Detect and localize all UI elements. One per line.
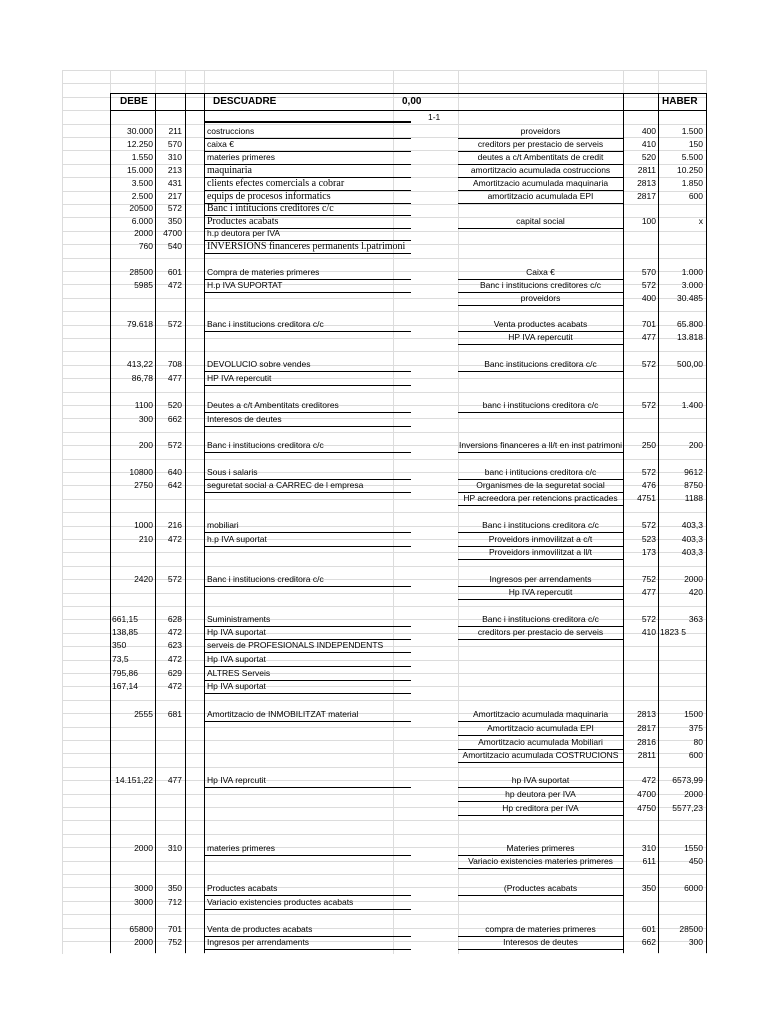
grid-row-line	[62, 820, 706, 821]
credit-account-name: Proveidors inmovilitzat a c/t	[488, 534, 593, 544]
credit-account-name: Amortitzacio acumulada EPI	[487, 723, 594, 733]
row-underline	[458, 895, 623, 896]
entry-separator	[204, 121, 411, 123]
row-underline	[204, 693, 411, 694]
debit-amount: 1100	[134, 400, 153, 410]
grid-row-line	[62, 700, 706, 701]
debit-amount: 73,5	[112, 654, 129, 664]
column-border	[110, 93, 111, 953]
debit-account-code: 211	[168, 126, 182, 136]
grid-row-line	[62, 459, 706, 460]
debit-amount: 413,22	[127, 359, 153, 369]
credit-account-code: 350	[641, 883, 656, 893]
row-underline	[458, 639, 623, 640]
credit-amount: 6000	[684, 883, 703, 893]
credit-account-code: 752	[641, 574, 656, 584]
credit-account-code: 2817	[637, 191, 656, 201]
debit-account-name: INVERSIONS financeres permanents l.patrimoni	[207, 241, 406, 252]
debit-account-code: 350	[167, 883, 182, 893]
debit-amount: 3000	[134, 883, 153, 893]
row-underline	[458, 505, 623, 506]
credit-account-name: Amortitzacio acumulada COSTRUCIONS	[462, 750, 619, 760]
debit-account-code: 628	[167, 614, 182, 624]
debit-account-code: 629	[167, 668, 182, 678]
debit-account-name: Productes acabats	[207, 883, 278, 893]
credit-account-name: banc i institucions creditora c/c	[482, 400, 599, 410]
debit-account-name: HP IVA repercutit	[207, 373, 272, 383]
row-underline	[204, 412, 411, 413]
debit-account-code: 540	[167, 241, 182, 251]
credit-amount: 600	[688, 191, 703, 201]
debit-amount: 2750	[134, 480, 153, 490]
row-underline	[458, 228, 623, 229]
debit-account-name: clients efectes comercials a cobrar	[207, 178, 345, 189]
credit-account-name: amortitzacio acumulada costruccions	[470, 165, 611, 175]
row-underline	[204, 426, 411, 427]
credit-account-code: 2813	[637, 709, 656, 719]
credit-account-code: 310	[641, 843, 656, 853]
debit-amount: 10800	[129, 467, 153, 477]
credit-account-name: Banc i institucions creditora c/c	[482, 520, 599, 530]
row-underline	[204, 855, 411, 856]
credit-account-name: Banc i institucions creditora c/c	[482, 614, 599, 624]
debit-amount: 28500	[129, 267, 153, 277]
debit-account-name: Banc i institucions creditora c/c	[207, 574, 324, 584]
debit-account-code: 472	[167, 627, 182, 637]
credit-amount: 363	[688, 614, 703, 624]
row-underline	[458, 868, 623, 869]
credit-amount: 6573,99	[672, 775, 703, 785]
grid-row-line	[62, 83, 706, 84]
debit-amount: 79.618	[127, 319, 153, 329]
debit-account-code: 217	[167, 191, 182, 201]
credit-account-name: Hp creditora per IVA	[502, 803, 579, 813]
debit-amount: 12.250	[127, 139, 153, 149]
debit-account-name: Sous i salaris	[207, 467, 258, 477]
debit-amount: 2000	[134, 937, 153, 947]
debit-amount: 795,86	[112, 668, 138, 678]
debit-amount: 661,15	[112, 614, 138, 624]
row-underline	[458, 559, 623, 560]
row-underline	[204, 532, 411, 533]
credit-account-name: Hp IVA repercutit	[508, 587, 573, 597]
credit-account-name: Ingresos per arrendaments	[489, 574, 592, 584]
debit-amount: 200	[138, 440, 153, 450]
credit-account-name: Banc i institucions creditores c/c	[480, 280, 601, 290]
credit-amount: 1188	[684, 493, 703, 503]
credit-amount: 2000	[684, 789, 703, 799]
grid-row-line	[62, 874, 706, 875]
debit-account-name: mobiliari	[207, 520, 239, 530]
debit-amount: 65800	[129, 924, 153, 934]
debit-account-name: Hp IVA suportat	[207, 681, 266, 691]
credit-account-code: 572	[641, 280, 656, 290]
credit-account-code: 523	[641, 534, 656, 544]
credit-amount: 30.485	[677, 293, 703, 303]
row-underline	[458, 735, 623, 736]
credit-account-name: hp IVA suportat	[511, 775, 570, 785]
row-underline	[204, 331, 411, 332]
credit-account-name: Interesos de deutes	[503, 937, 578, 947]
credit-amount: 1.400	[681, 400, 703, 410]
credit-amount: 450	[688, 856, 703, 866]
debit-account-code: 572	[167, 319, 182, 329]
credit-account-code: 4751	[637, 493, 656, 503]
row-underline	[204, 385, 411, 386]
credit-account-code: 400	[641, 126, 656, 136]
credit-amount: 65.800	[677, 319, 703, 329]
credit-account-name: Amortitzacio acumulada maquinaria	[472, 178, 609, 188]
credit-account-name: hp deutora per IVA	[505, 789, 576, 799]
debit-account-name: Ingresos per arrendaments	[207, 937, 310, 947]
credit-account-name: Proveidors inmovilitzat a ll/t	[489, 547, 592, 557]
row-underline	[458, 412, 623, 413]
credit-amount: 500,00	[677, 359, 703, 369]
debe-header: DEBE	[120, 96, 148, 107]
header-bottom-border	[110, 110, 706, 111]
debit-amount: 2420	[134, 574, 153, 584]
credit-account-code: 4750	[637, 803, 656, 813]
debit-amount: 30.000	[127, 126, 153, 136]
credit-account-name: Materies primeres	[506, 843, 575, 853]
debit-account-code: 4700	[163, 228, 182, 238]
credit-account-code: 472	[641, 775, 656, 785]
credit-account-code: 477	[641, 587, 656, 597]
credit-account-name: Amortitzacio acumulada Mobiliari	[478, 737, 603, 747]
credit-account-name: Venta productes acabats	[493, 319, 588, 329]
credit-amount: 200	[688, 440, 703, 450]
credit-amount: 375	[688, 723, 703, 733]
credit-account-name: compra de materies primeres	[485, 924, 596, 934]
debit-account-name: h.p IVA suportat	[207, 534, 267, 544]
debit-account-code: 708	[167, 359, 182, 369]
grid-row-line	[62, 432, 706, 433]
debit-account-code: 213	[167, 165, 182, 175]
credit-account-code: 520	[641, 152, 656, 162]
debit-account-code: 472	[167, 534, 182, 544]
descuadre-value: 0,00	[402, 96, 422, 107]
debit-account-code: 752	[167, 937, 182, 947]
debit-account-name: Venta de productes acabats	[207, 924, 313, 934]
row-underline	[204, 652, 411, 653]
entry-reference: 1-1	[428, 112, 441, 122]
credit-account-name: HP IVA repercutit	[508, 332, 573, 342]
debit-account-code: 472	[167, 280, 182, 290]
credit-amount: x	[698, 216, 703, 226]
credit-account-name: Caixa €	[526, 267, 555, 277]
row-underline	[204, 546, 411, 547]
debit-account-code: 472	[167, 681, 182, 691]
debit-account-name: Hp IVA reprcutit	[207, 775, 266, 785]
credit-account-code: 2813	[637, 178, 656, 188]
credit-account-name: Organismes de la seguretat social	[476, 480, 605, 490]
debit-account-code: 712	[167, 897, 182, 907]
grid-row-line	[62, 606, 706, 607]
debit-account-name: Interesos de deutes	[207, 414, 282, 424]
debit-amount: 2000	[134, 228, 153, 238]
credit-account-name: creditors per prestacio de serveis	[477, 627, 604, 637]
debit-amount: 86,78	[131, 373, 153, 383]
credit-amount: 8750	[684, 480, 703, 490]
credit-amount: 3.000	[681, 280, 703, 290]
credit-account-code: 476	[641, 480, 656, 490]
debit-account-name: Variacio existencies productes acabats	[207, 897, 354, 907]
debit-amount: 300	[138, 414, 153, 424]
credit-account-code: 4700	[637, 789, 656, 799]
credit-account-code: 662	[641, 937, 656, 947]
debit-account-name: Productes acabats	[207, 216, 279, 227]
credit-account-code: 173	[641, 547, 656, 557]
debit-account-code: 570	[167, 139, 182, 149]
debit-account-code: 681	[167, 709, 182, 719]
row-underline	[204, 253, 411, 254]
credit-account-code: 400	[641, 293, 656, 303]
row-underline	[204, 787, 411, 788]
debit-amount: 1.550	[131, 152, 153, 162]
debit-account-code: 472	[167, 654, 182, 664]
credit-account-code: 611	[642, 856, 656, 866]
debit-account-code: 310	[167, 843, 182, 853]
debit-account-name: serveis de PROFESIONALS INDEPENDENTS	[207, 640, 384, 650]
haber-header: HABER	[662, 96, 698, 107]
credit-account-code: 410	[641, 627, 656, 637]
grid-row-line	[62, 351, 706, 352]
credit-account-code: 477	[641, 332, 656, 342]
debit-account-code: 310	[167, 152, 182, 162]
credit-account-code: 572	[641, 614, 656, 624]
debit-account-name: Hp IVA suportat	[207, 627, 266, 637]
debit-account-code: 640	[167, 467, 182, 477]
row-underline	[204, 666, 411, 667]
credit-account-code: 410	[641, 139, 656, 149]
row-underline	[458, 305, 623, 306]
column-border	[155, 93, 156, 953]
grid-row-line	[62, 834, 706, 835]
debit-amount: 14.151,22	[115, 775, 153, 785]
debit-account-name: caixa €	[207, 139, 234, 149]
row-underline	[204, 492, 411, 493]
credit-amount: 1550	[684, 843, 703, 853]
row-underline	[458, 787, 623, 788]
credit-amount: 1.000	[681, 267, 703, 277]
row-underline	[204, 371, 411, 372]
debit-account-code: 572	[167, 574, 182, 584]
row-underline	[458, 762, 623, 763]
debit-account-name: Suministraments	[207, 614, 271, 624]
credit-account-name: creditors per prestacio de serveis	[477, 139, 604, 149]
credit-account-name: proveidors	[520, 293, 561, 303]
debit-amount: 15.000	[127, 165, 153, 175]
credit-amount: 5.500	[681, 152, 703, 162]
debit-account-name: H.p IVA SUPORTAT	[207, 280, 283, 290]
debit-account-name: equips de procesos informatics	[207, 191, 331, 202]
debit-account-code: 572	[167, 440, 182, 450]
credit-account-code: 570	[641, 267, 656, 277]
credit-account-code: 601	[641, 924, 656, 934]
descuadre-header: DESCUADRE	[213, 96, 277, 107]
credit-account-code: 2816	[637, 737, 656, 747]
credit-amount: 1500	[684, 709, 703, 719]
debit-account-code: 572	[167, 203, 182, 213]
debit-amount: 20500	[129, 203, 153, 213]
row-underline	[204, 895, 411, 896]
debit-account-name: Compra de materies primeres	[207, 267, 320, 277]
credit-amount: 600	[688, 750, 703, 760]
credit-account-code: 572	[641, 467, 656, 477]
row-underline	[458, 203, 623, 204]
grid-row-line	[62, 258, 706, 259]
debit-account-code: 601	[167, 267, 182, 277]
row-underline	[204, 949, 411, 950]
credit-amount: 420	[688, 587, 703, 597]
credit-amount: 5577,23	[672, 803, 703, 813]
grid-col-line	[62, 70, 63, 954]
debit-account-name: Banc i institucions creditora c/c	[207, 440, 324, 450]
debit-account-name: materies primeres	[207, 843, 276, 853]
credit-amount: 150	[688, 139, 703, 149]
debit-amount: 2555	[134, 709, 153, 719]
grid-row-line	[62, 914, 706, 915]
credit-amount: 2000	[684, 574, 703, 584]
credit-amount: 403,3	[681, 520, 703, 530]
debit-account-name: ALTRES Serveis	[207, 668, 271, 678]
credit-account-name: Amortitzacio acumulada maquinaria	[472, 709, 609, 719]
credit-amount: 1.850	[681, 178, 703, 188]
credit-account-code: 701	[641, 319, 656, 329]
credit-account-name: capital social	[516, 216, 565, 226]
debit-amount: 350	[112, 640, 127, 650]
debit-account-code: 350	[167, 216, 182, 226]
row-underline	[204, 721, 411, 722]
debit-amount: 1000	[134, 520, 153, 530]
row-underline	[458, 949, 623, 950]
credit-amount: 10.250	[677, 165, 703, 175]
credit-account-name: HP acreedora per retencions practicades	[463, 493, 618, 503]
credit-account-name: proveidors	[520, 126, 561, 136]
grid-row-line	[62, 97, 706, 98]
column-border	[204, 93, 205, 953]
grid-row-line	[62, 767, 706, 768]
debit-account-code: 642	[167, 480, 182, 490]
credit-amount: 9612	[684, 467, 703, 477]
column-border	[658, 93, 659, 953]
column-border	[623, 93, 624, 953]
credit-amount: 403,3	[681, 534, 703, 544]
debit-account-code: 623	[167, 640, 182, 650]
row-underline	[204, 452, 411, 453]
debit-account-code: 477	[167, 775, 182, 785]
credit-account-code: 2811	[637, 165, 656, 175]
credit-account-code: 250	[641, 440, 656, 450]
row-underline	[458, 815, 623, 816]
credit-account-name: deutes a c/t Ambentitats de credit	[477, 152, 604, 162]
credit-account-name: (Productes acabats	[503, 883, 578, 893]
grid-row-line	[62, 124, 706, 125]
debit-account-name: costruccions	[207, 126, 255, 136]
credit-account-name: amortitzacio acumulada EPI	[487, 191, 594, 201]
credit-account-name: Variacio existencies materies primeres	[468, 856, 613, 866]
credit-account-name: Inversions financeres a ll/t en inst patrimoni	[459, 440, 622, 450]
row-underline	[204, 292, 411, 293]
grid-row-line	[62, 70, 706, 71]
credit-account-name: banc i intitucions creditora c/c	[484, 467, 597, 477]
debit-account-name: Hp IVA suportat	[207, 654, 266, 664]
debit-amount: 167,14	[112, 681, 138, 691]
debit-amount: 2.500	[131, 191, 153, 201]
row-underline	[458, 801, 623, 802]
grid-row-line	[62, 512, 706, 513]
debit-amount: 138,85	[112, 627, 138, 637]
row-underline	[458, 532, 623, 533]
credit-account-code: 2817	[637, 723, 656, 733]
credit-amount: 403,3	[681, 547, 703, 557]
debit-account-name: Deutes a c/t Ambentitats creditores	[207, 400, 339, 410]
row-underline	[458, 344, 623, 345]
row-underline	[204, 909, 411, 910]
debit-amount: 5985	[134, 280, 153, 290]
debit-account-name: materies primeres	[207, 152, 276, 162]
debit-account-code: 662	[167, 414, 182, 424]
credit-amount: 300	[688, 937, 703, 947]
grid-row-line	[62, 392, 706, 393]
debit-account-name: DEVOLUCIO sobre vendes	[207, 359, 311, 369]
credit-amount: 13.818	[677, 332, 703, 342]
debit-account-name: Banc i intitucions creditores c/c	[207, 203, 334, 214]
credit-account-code: 572	[641, 520, 656, 530]
debit-account-name: maquinaria	[207, 165, 252, 176]
debit-amount: 3000	[134, 897, 153, 907]
row-underline	[204, 586, 411, 587]
debit-account-name: seguretat social a CARREC de l empresa	[207, 480, 364, 490]
credit-account-name: Banc institucions creditora c/c	[484, 359, 597, 369]
debit-amount: 210	[138, 534, 153, 544]
credit-amount: 1823 5	[660, 627, 686, 637]
debit-account-code: 477	[167, 373, 182, 383]
debit-amount: 2000	[134, 843, 153, 853]
credit-amount: 28500	[679, 924, 703, 934]
credit-account-code: 572	[641, 359, 656, 369]
debit-account-name: Banc i institucions creditora c/c	[207, 319, 324, 329]
debit-account-code: 520	[167, 400, 182, 410]
debit-account-name: h.p deutora per IVA	[207, 228, 281, 238]
debit-account-code: 431	[167, 178, 182, 188]
column-border	[185, 93, 186, 953]
row-underline	[458, 721, 623, 722]
debit-account-name: Amortitzacio de INMOBILITZAT material	[207, 709, 359, 719]
table-top-border	[110, 93, 706, 94]
debit-amount: 6.000	[131, 216, 153, 226]
credit-account-code: 2811	[637, 750, 656, 760]
debit-amount: 760	[138, 241, 153, 251]
credit-account-code: 100	[641, 216, 656, 226]
credit-amount: 80	[693, 737, 703, 747]
credit-account-code: 572	[641, 400, 656, 410]
row-underline	[458, 371, 623, 372]
credit-amount: 1.500	[681, 126, 703, 136]
debit-account-code: 216	[167, 520, 182, 530]
grid-row-line	[62, 566, 706, 567]
debit-account-code: 701	[167, 924, 182, 934]
column-border	[706, 93, 707, 953]
grid-row-line	[62, 311, 706, 312]
debit-amount: 3.500	[131, 178, 153, 188]
row-underline	[458, 452, 623, 453]
row-underline	[458, 599, 623, 600]
